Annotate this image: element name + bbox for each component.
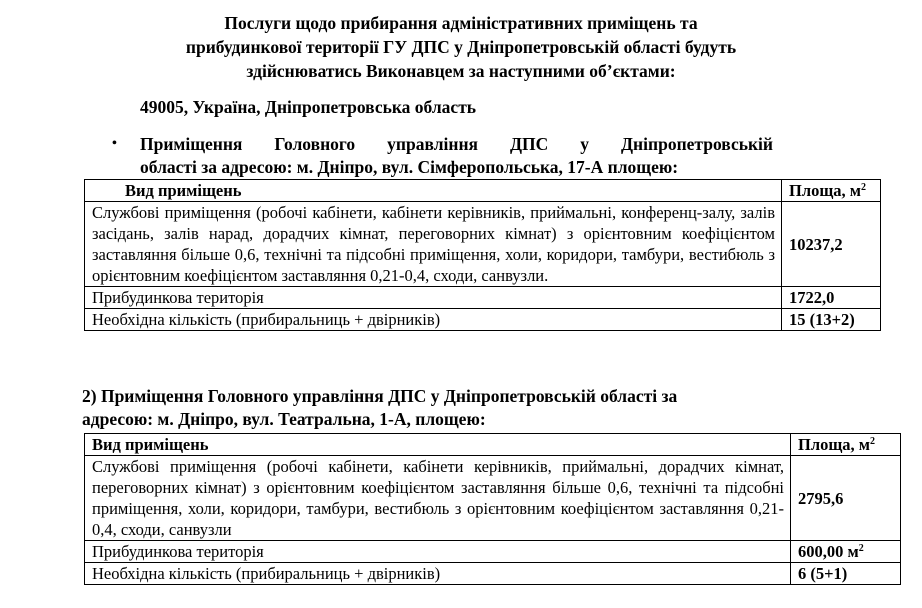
doc-title-line-3: здійснюватись Виконавцем за наступними об’єктами:	[246, 61, 676, 81]
row-type: Прибудинкова територія	[85, 541, 791, 563]
column-header-type: Вид приміщень	[85, 180, 782, 202]
table-row	[85, 541, 901, 563]
table-row	[85, 202, 881, 287]
table-row	[85, 456, 901, 541]
row-area: 2795,6	[791, 456, 901, 541]
region-address: 49005, Україна, Дніпропетровська область	[140, 97, 477, 117]
table-row	[85, 563, 901, 585]
column-header-area-label: Площа, м	[789, 181, 862, 200]
row-area	[791, 541, 901, 563]
row-area: 6 (5+1)	[791, 563, 901, 585]
column-header-type: Вид приміщень	[85, 434, 791, 456]
section1-heading-line-2: області за адресою: м. Дніпро, вул. Сімферопольська, 17-А площею:	[140, 157, 679, 177]
column-header-area	[782, 180, 881, 202]
area-unit-exponent: 2	[858, 543, 864, 554]
column-header-area	[791, 434, 901, 456]
bullet-icon: •	[112, 136, 117, 151]
table-header-row	[85, 434, 901, 456]
row-type: Прибудинкова територія	[85, 287, 782, 309]
row-type: Службові приміщення (робочі кабінети, кабінети керівників, приймальні, конференц-залу, залів засідань, залів нарад, дорадчих кімнат, переговорних кімнат) з орієнтовним коефіцієнтом заставляння більше 0,6, технічні та підсобні приміщення, холи, коридори, тамбури, вестибюль з орієнтовним коефіцієнтом заставляння 0,21-0,4, сходи, санвузли.	[85, 202, 782, 287]
section2-table	[84, 433, 901, 585]
section1-table	[84, 179, 881, 331]
table-row	[85, 287, 881, 309]
row-area: 10237,2	[782, 202, 881, 287]
table-row	[85, 309, 881, 331]
section1-heading-line-1: Приміщення Головного управління ДПС у Дніпропетровській	[140, 134, 773, 154]
section2-heading-line-2: адресою: м. Дніпро, вул. Театральна, 1-А, площею:	[82, 409, 486, 429]
row-area: 1722,0	[782, 287, 881, 309]
row-area-value: 600,00 м	[798, 542, 859, 561]
row-type: Необхідна кількість (прибиральниць + двірників)	[85, 563, 791, 585]
column-header-area-label: Площа, м	[798, 435, 871, 454]
row-area: 15 (13+2)	[782, 309, 881, 331]
row-type: Службові приміщення (робочі кабінети, кабінети керівників, приймальні, дорадчих кімнат, переговорних кімнат) з орієнтовним коефіцієнтом заставляння більше 0,6, технічні та підсобні приміщення, холи, коридори, тамбури, вестибюль з орієнтовним коефіцієнтом заставляння 0,21-0,4, сходи, санвузли	[85, 456, 791, 541]
doc-title-line-1: Послуги щодо прибирання адміністративних приміщень та	[224, 13, 698, 33]
area-unit-exponent: 2	[861, 182, 867, 193]
table-header-row	[85, 180, 881, 202]
area-unit-exponent: 2	[870, 436, 876, 447]
section2-heading-line-1: 2) Приміщення Головного управління ДПС у Дніпропетровській області за	[82, 386, 678, 406]
row-type: Необхідна кількість (прибиральниць + двірників)	[85, 309, 782, 331]
doc-title-line-2: прибудинкової території ГУ ДПС у Дніпропетровській області будуть	[185, 37, 737, 57]
